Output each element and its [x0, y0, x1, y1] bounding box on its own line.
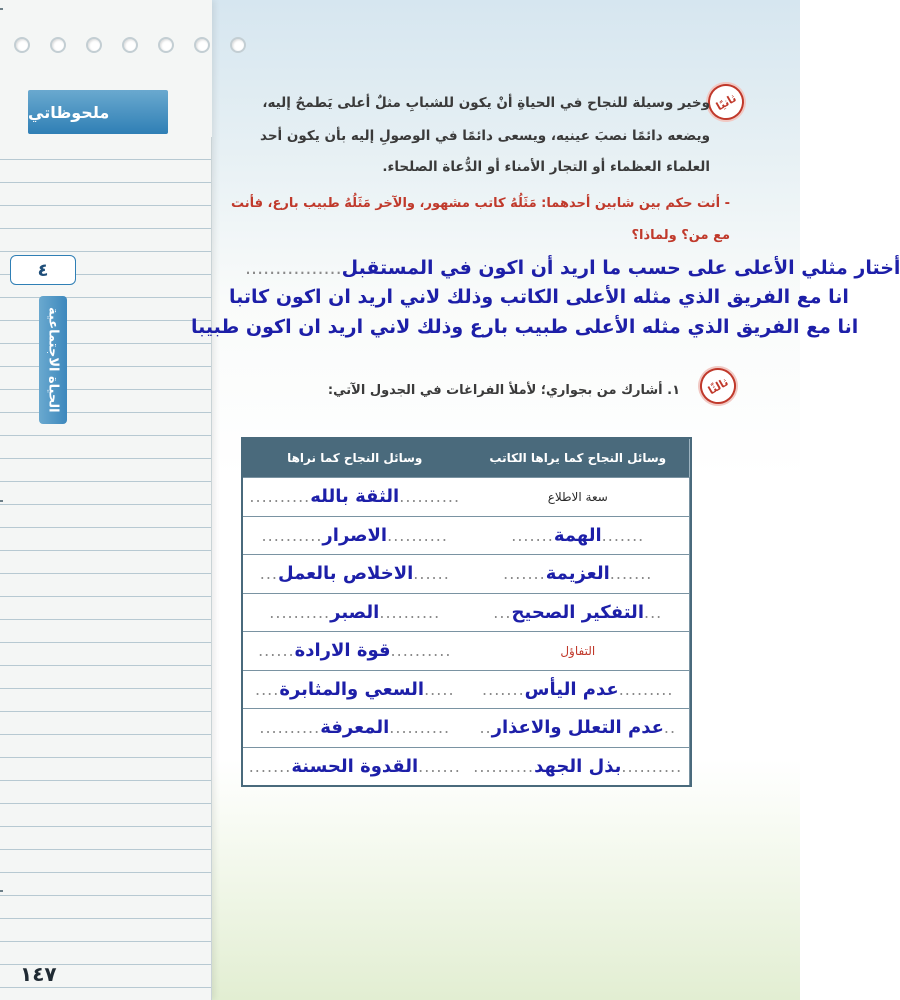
cell-writer[interactable]: .. عدم التعلل والاعذار .. — [467, 709, 691, 747]
unit-label: الحياة الاجتماعية — [39, 296, 67, 424]
handwritten-answer-2: انا مع الفريق الذي مثله الأعلى الكاتب وذلك لاني اريد ان اكون كاتبا — [229, 286, 849, 308]
binder-hole — [230, 37, 246, 53]
cell-writer: سعة الاطلاع — [467, 478, 691, 516]
edge-tick — [0, 500, 3, 502]
handwritten-answer-1: أختار مثلي الأعلى على حسب ما اريد أن اكون في المستقبل................ — [245, 257, 900, 279]
page-number: ١٤٧ — [20, 962, 57, 986]
cell-writer[interactable]: ... التفكير الصحيح ... — [467, 594, 691, 632]
binder-holes — [14, 37, 246, 53]
unit-number: ٤ — [10, 255, 76, 285]
edge-tick — [0, 8, 3, 10]
paragraph-line-3: العلماء العظماء أو التجار الأمناء أو الدُّعاة الصلحاء. — [382, 159, 710, 175]
table-row — [243, 631, 690, 670]
paragraph-line-1: وخير وسيلة للنجاح في الحياةِ أنْ يكون للشبابِ مثلٌ أعلى يَطمحُ إليه، — [262, 95, 710, 111]
table-row — [243, 747, 690, 786]
paragraph-line-2: ويضعه دائمًا نصبَ عينيه، ويسعى دائمًا في الوصولِ إليه بأن يكون أحد — [260, 128, 710, 144]
table-row — [243, 708, 690, 747]
table-row — [243, 593, 690, 632]
cell-ours[interactable]: .......... الصبر .......... — [269, 601, 441, 623]
table-row — [243, 477, 690, 516]
cell-ours[interactable]: ....... القدوة الحسنة ....... — [248, 755, 461, 777]
notebook-sidebar — [0, 0, 212, 1000]
cell-ours[interactable]: .......... الاصرار .......... — [261, 524, 448, 546]
binder-hole — [194, 37, 210, 53]
cell-ours[interactable]: .......... الثقة بالله .......... — [249, 486, 461, 508]
cell-writer[interactable]: ......... عدم اليأس ....... — [467, 671, 691, 709]
column-header-writer: وسائل النجاح كما يراها الكاتب — [467, 439, 691, 477]
cell-writer: التفاؤل — [467, 632, 691, 670]
edge-tick — [0, 890, 3, 892]
cell-writer[interactable]: ....... العزيمة ....... — [467, 555, 691, 593]
cell-ours[interactable]: .......... المعرفة .......... — [259, 717, 451, 739]
binder-hole — [14, 37, 30, 53]
section-badge: ثالثًا — [693, 361, 742, 410]
table-header — [243, 439, 690, 477]
cell-writer[interactable]: .......... بذل الجهد .......... — [467, 748, 691, 786]
column-header-ours: وسائل النجاح كما نراها — [287, 451, 423, 465]
binder-hole — [86, 37, 102, 53]
handwritten-answer-3: انا مع الفريق الذي مثله الأعلى طبيب بارع وذلك لاني اريد ان اكون طبيبا — [191, 316, 859, 338]
notes-title: ملحوظاتي — [28, 90, 168, 134]
section-badge: ثانيًا — [701, 77, 750, 126]
binder-hole — [122, 37, 138, 53]
table-row — [243, 670, 690, 709]
cell-ours[interactable]: .......... قوة الارادة ...... — [258, 640, 452, 662]
cell-ours[interactable]: ..... السعي والمثابرة .... — [254, 678, 455, 700]
exercise-instruction: ١. أشارك من بجواري؛ لأملأ الفراغات في الجدول الآتي: — [327, 383, 680, 398]
table-row — [243, 554, 690, 593]
cell-writer[interactable]: ....... الهمة ....... — [467, 517, 691, 555]
success-means-table — [241, 437, 692, 787]
binder-hole — [158, 37, 174, 53]
table-row — [243, 516, 690, 555]
question-line-2: مع من؟ ولماذا؟ — [631, 228, 730, 243]
cell-ours[interactable]: ...... الاخلاص بالعمل ... — [259, 563, 450, 585]
question-line-1: - أنت حكم بين شابين أحدهما: مَثَلُهُ كاتب مشهور، والآخر مَثَلُهُ طبيب بارع، فأنت — [230, 196, 730, 211]
binder-hole — [50, 37, 66, 53]
